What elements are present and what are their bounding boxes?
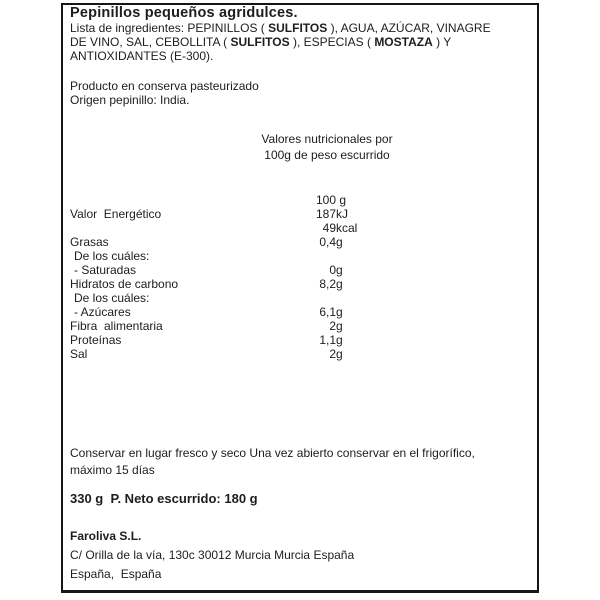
- manufacturer-name: Faroliva S.L.: [70, 529, 142, 543]
- nutrient-label: De los cuáles:: [74, 249, 150, 263]
- nutrient-label: De los cuáles:: [74, 291, 150, 305]
- nutrient-unit: kJ: [336, 207, 348, 221]
- nutrient-value: 100: [315, 193, 336, 207]
- nutrient-label: Valor Energético: [70, 207, 162, 221]
- conservation-info: [70, 79, 527, 107]
- nutrition-row: [70, 207, 527, 221]
- nutrient-value: 1,1: [319, 333, 336, 347]
- nutrient-value: 2: [329, 347, 336, 361]
- nutrition-row: [70, 319, 527, 333]
- text-line: Origen pepinillo: India.: [70, 93, 190, 107]
- ingredients-text-segment: ), AGUA, AZÚCAR, VINAGRE: [327, 21, 491, 35]
- nutrient-unit: kcal: [336, 221, 358, 235]
- allergen-emphasis: SULFITOS: [268, 21, 328, 35]
- nutrient-unit: g: [336, 235, 343, 249]
- nutrient-label: - Saturadas: [74, 263, 137, 277]
- nutrition-row: [70, 263, 527, 277]
- nutrient-value: 49: [322, 221, 336, 235]
- nutrient-value: 2: [329, 319, 336, 333]
- nutrient-value: 187: [315, 207, 336, 221]
- nutrition-row: [70, 277, 527, 291]
- ingredients-text-segment: DE VINO, SAL, CEBOLLITA (: [70, 35, 231, 49]
- storage-instructions: [70, 445, 527, 479]
- ingredients-text-segment: ) Y: [432, 35, 452, 49]
- ingredients-text-segment: Lista de ingredientes: PEPINILLOS (: [70, 21, 269, 35]
- nutrition-header: [247, 131, 407, 163]
- product-title: Pepinillos pequeños agridulces.: [70, 5, 298, 21]
- nutrient-label: Grasas: [70, 235, 109, 249]
- product-label-box: [61, 3, 539, 593]
- ingredients-text-segment: ANTIOXIDANTES (E-300).: [70, 49, 214, 63]
- text-line: [70, 35, 527, 49]
- nutrient-unit: g: [336, 263, 343, 277]
- nutrient-unit: g: [336, 319, 343, 333]
- nutrient-label: Sal: [70, 347, 88, 361]
- nutrient-unit: g: [336, 333, 343, 347]
- nutrition-row: [70, 305, 527, 319]
- net-weight: 330 g P. Neto escurrido: 180 g: [70, 491, 258, 506]
- manufacturer-country: España, España: [70, 567, 162, 581]
- nutrition-row: [70, 249, 527, 263]
- nutrient-value: 0: [329, 263, 336, 277]
- text-line: máximo 15 días: [70, 463, 155, 477]
- nutrient-unit: g: [336, 347, 343, 361]
- nutrition-row: [70, 193, 527, 207]
- text-line: Conservar en lugar fresco y seco Una vez abierto conservar en el frigorífico,: [70, 446, 475, 460]
- nutrition-row: [70, 347, 527, 361]
- nutrient-value: 8,2: [319, 277, 336, 291]
- nutrition-table: [70, 193, 527, 361]
- text-line: 100g de peso escurrido: [264, 148, 390, 162]
- nutrition-row: [70, 235, 527, 249]
- nutrient-value: 6,1: [319, 305, 336, 319]
- manufacturer-block: [70, 527, 527, 584]
- nutrient-label: Proteínas: [70, 333, 122, 347]
- nutrient-unit: g: [336, 305, 343, 319]
- text-line: Producto en conserva pasteurizado: [70, 79, 259, 93]
- nutrient-label: - Azúcares: [74, 305, 131, 319]
- ingredients-text-segment: ), ESPECIAS (: [289, 35, 375, 49]
- nutrient-unit: g: [336, 193, 347, 207]
- nutrition-row: [70, 333, 527, 347]
- ingredients-paragraph: [70, 21, 527, 63]
- nutrient-unit: g: [336, 277, 343, 291]
- text-line: [70, 21, 527, 35]
- nutrient-label: Fibra alimentaria: [70, 319, 163, 333]
- text-line: Valores nutricionales por: [261, 132, 393, 146]
- nutrient-value: 0,4: [319, 235, 336, 249]
- nutrient-label: Hidratos de carbono: [70, 277, 179, 291]
- manufacturer-address: C/ Orilla de la vía, 130c 30012 Murcia Murcia España: [70, 548, 355, 562]
- nutrition-row: [70, 221, 527, 235]
- allergen-emphasis: MOSTAZA: [374, 35, 433, 49]
- allergen-emphasis: SULFITOS: [230, 35, 290, 49]
- nutrition-row: [70, 291, 527, 305]
- text-line: [70, 49, 527, 63]
